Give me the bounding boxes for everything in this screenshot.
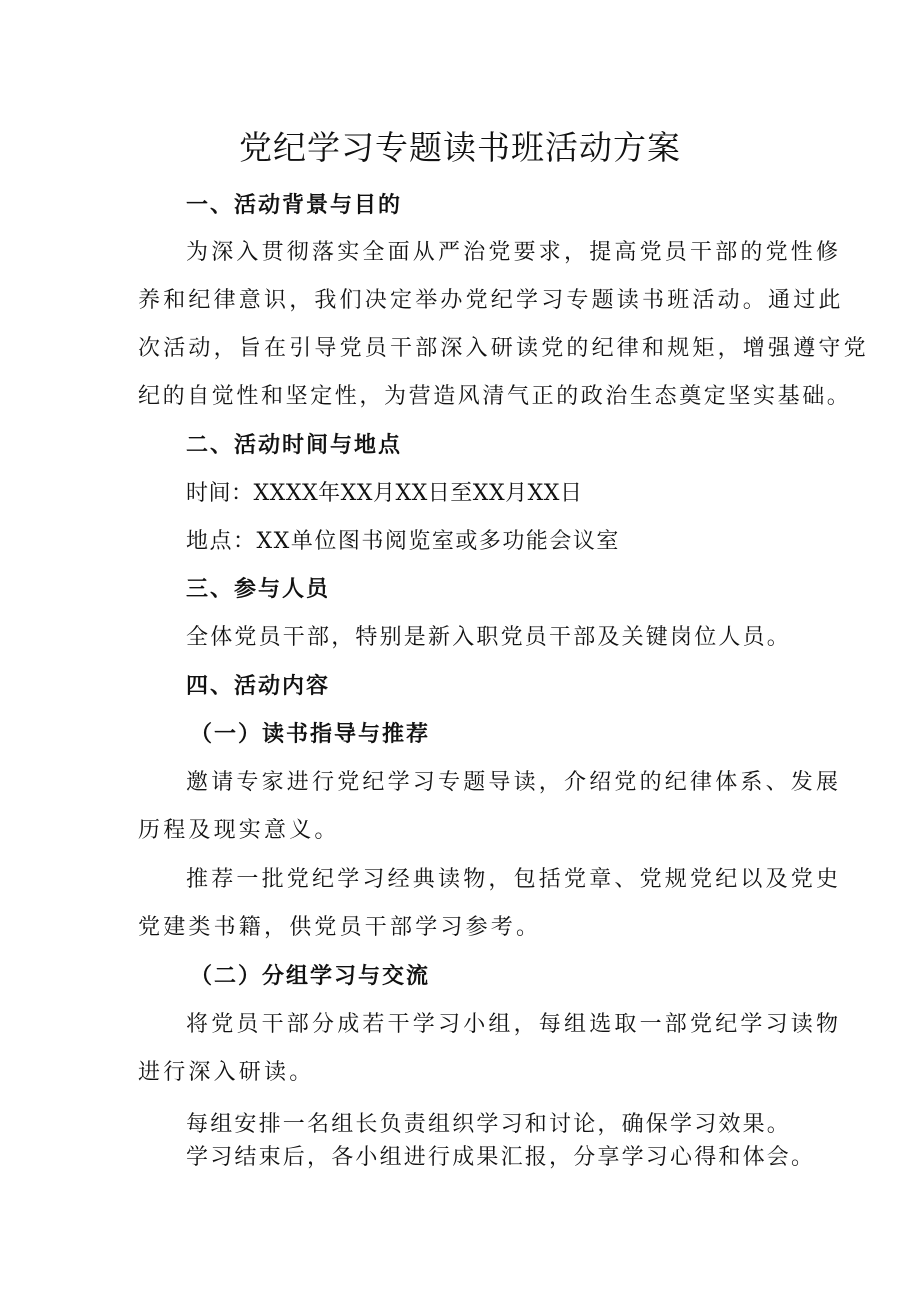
section-heading-time-place: 二、活动时间与地点 [186,433,403,458]
paragraph-line: 将党员干部分成若干学习小组，每组选取一部党纪学习读物 [186,1012,842,1037]
paragraph-line: 养和纪律意识，我们决定举办党纪学习专题读书班活动。通过此 [138,288,844,313]
time-line: 时间：XXXX年XX月XX日至XX月XX日 [186,481,583,506]
paragraph-line: 邀请专家进行党纪学习专题导读，介绍党的纪律体系、发展 [186,770,842,795]
paragraph-line: 党建类书籍，供党员干部学习参考。 [138,915,542,940]
section-heading-background: 一、活动背景与目的 [186,193,403,218]
paragraph-line: 每组安排一名组长负责组织学习和讨论，确保学习效果。 [186,1112,792,1137]
paragraph-line: 为深入贯彻落实全面从严治党要求，提高党员干部的党性修 [186,240,842,265]
section-heading-content: 四、活动内容 [186,674,331,699]
paragraph-line: 次活动，旨在引导党员干部深入研读党的纪律和规矩，增强遵守党 [138,336,869,361]
place-line: 地点：XX单位图书阅览室或多功能会议室 [186,529,620,554]
subsection-heading-group-study: （二）分组学习与交流 [190,964,431,989]
paragraph-line: 学习结束后，各小组进行成果汇报，分享学习心得和体会。 [186,1145,816,1170]
paragraph-line: 进行深入研读。 [138,1060,315,1085]
subsection-heading-reading-guide: （一）读书指导与推荐 [190,722,431,747]
document-title: 党纪学习专题读书班活动方案 [239,128,681,167]
paragraph-line: 历程及现实意义。 [138,818,340,843]
section-heading-participants: 三、参与人员 [186,577,331,602]
participants-line: 全体党员干部，特别是新入职党员干部及关键岗位人员。 [186,625,792,650]
paragraph-line: 推荐一批党纪学习经典读物，包括党章、党规党纪以及党史 [186,867,842,892]
paragraph-line: 纪的自觉性和坚定性，为营造风清气正的政治生态奠定坚实基础。 [138,384,852,409]
